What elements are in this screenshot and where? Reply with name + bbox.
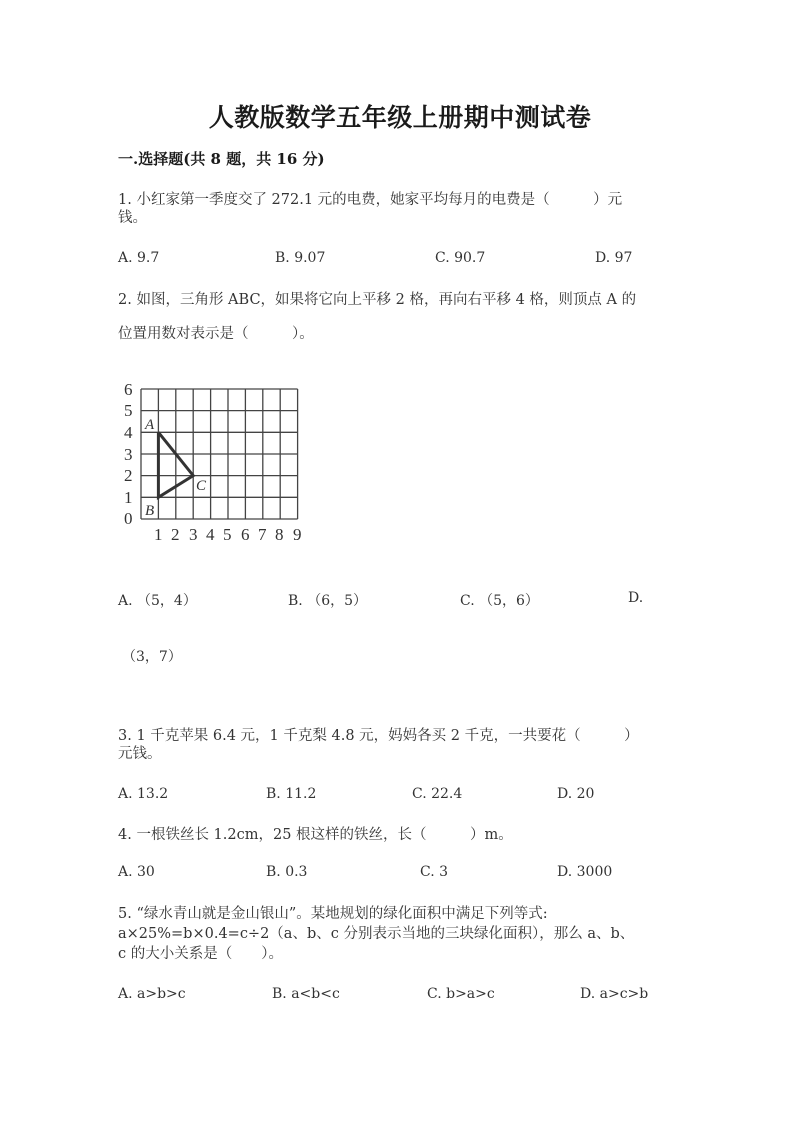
- svg-text:2: 2: [124, 466, 133, 485]
- svg-text:7: 7: [258, 525, 267, 544]
- question-3-line-1: 3. 1 千克苹果 6.4 元，1 千克梨 4.8 元，妈妈各买 2 千克，一共要花（ ）: [118, 728, 639, 744]
- svg-text:5: 5: [124, 401, 133, 420]
- question-1-line-1: 1. 小红家第一季度交了 272.1 元的电费，她家平均每月的电费是（ ）元: [118, 192, 623, 208]
- question-5-option-b: B. a<b<c: [272, 986, 340, 1002]
- question-2-line-1: 2. 如图，三角形 ABC，如果将它向上平移 2 格，再向右平移 4 格，则顶点 A 的: [118, 292, 637, 308]
- question-5-option-c: C. b>a>c: [427, 986, 495, 1002]
- svg-text:B: B: [145, 503, 155, 519]
- question-3-line-2: 元钱。: [118, 746, 162, 762]
- svg-text:C: C: [196, 478, 207, 494]
- svg-text:3: 3: [189, 525, 198, 544]
- svg-text:4: 4: [206, 525, 215, 544]
- question-2-option-b: B. （6，5）: [288, 593, 368, 609]
- question-2-line-2: 位置用数对表示是（ ）。: [118, 326, 314, 342]
- question-1-option-b: B. 9.07: [275, 250, 326, 266]
- svg-text:A: A: [145, 417, 155, 433]
- svg-text:6: 6: [241, 525, 250, 544]
- svg-text:1: 1: [124, 488, 133, 507]
- triangle-abc-grid: [118, 378, 318, 548]
- question-5-line-1: 5. “绿水青山就是金山银山”。某地规划的绿化面积中满足下列等式:: [118, 906, 548, 922]
- question-4-option-c: C. 3: [420, 864, 449, 880]
- question-4-option-d: D. 3000: [557, 864, 613, 880]
- question-2-option-d: D.: [628, 590, 644, 606]
- svg-text:2: 2: [171, 525, 180, 544]
- question-1-option-d: D. 97: [595, 250, 633, 266]
- svg-text:1: 1: [154, 525, 163, 544]
- question-5-option-d: D. a>c>b: [580, 986, 649, 1002]
- question-4-option-a: A. 30: [118, 864, 155, 880]
- svg-text:9: 9: [293, 525, 302, 544]
- svg-text:3: 3: [124, 445, 133, 464]
- question-1-option-c: C. 90.7: [435, 250, 486, 266]
- question-1-line-2: 钱。: [118, 210, 147, 226]
- coordinate-grid-figure: [118, 378, 318, 548]
- question-4-line-1: 4. 一根铁丝长 1.2cm，25 根这样的铁丝，长（ ）m。: [118, 827, 513, 843]
- question-5-line-3: c 的大小关系是（ ）。: [118, 946, 283, 962]
- question-5-line-2: a×25%=b×0.4=c÷2（a、b、c 分别表示当地的三块绿化面积），那么 a、b、: [118, 926, 635, 942]
- svg-text:0: 0: [124, 509, 133, 528]
- question-3-option-a: A. 13.2: [118, 786, 169, 802]
- page-title: 人教版数学五年级上册期中测试卷: [208, 103, 592, 132]
- question-5-option-a: A. a>b>c: [118, 986, 186, 1002]
- question-2-option-a: A. （5，4）: [118, 593, 197, 609]
- svg-text:6: 6: [124, 380, 133, 399]
- svg-text:8: 8: [275, 525, 284, 544]
- svg-text:5: 5: [223, 525, 232, 544]
- question-4-option-b: B. 0.3: [266, 864, 308, 880]
- section-heading: 一.选择题(共 8 题，共 16 分): [118, 150, 325, 168]
- question-2-option-c: C. （5，6）: [460, 593, 539, 609]
- question-2-option-d-value: （3，7）: [122, 649, 182, 665]
- question-3-option-d: D. 20: [557, 786, 595, 802]
- question-3-option-b: B. 11.2: [266, 786, 317, 802]
- question-3-option-c: C. 22.4: [412, 786, 463, 802]
- svg-text:4: 4: [124, 423, 133, 442]
- question-1-option-a: A. 9.7: [118, 250, 160, 266]
